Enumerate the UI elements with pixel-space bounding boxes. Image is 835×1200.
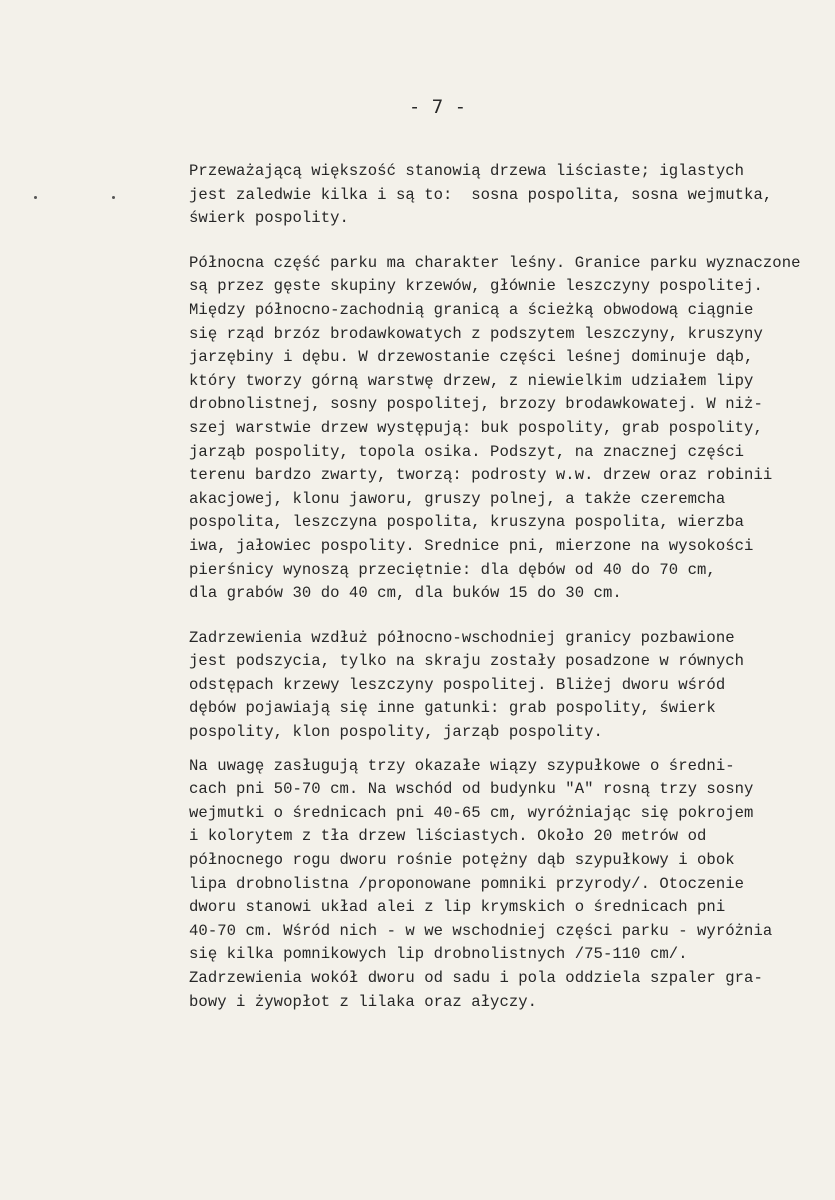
document-body — [189, 160, 835, 1035]
text-line: północnego rogu dworu rośnie potężny dąb szypułkowy i obok — [189, 851, 735, 870]
text-line: bowy i żywopłot z lilaka oraz ałyczy. — [189, 992, 538, 1011]
text-line: terenu bardzo zwarty, tworzą: podrosty w.w. drzew oraz robinii — [189, 466, 773, 485]
text-line: który tworzy górną warstwę drzew, z niewielkim udziałem lipy — [189, 371, 754, 390]
text-line: dębów pojawiają się inne gatunki: grab pospolity, świerk — [189, 699, 716, 718]
text-line: jarząb pospolity, topola osika. Podszyt, na znacznej części — [189, 442, 745, 461]
text-line: Przeważającą większość stanowią drzewa liściaste; iglastych — [189, 162, 745, 180]
text-line: szej warstwie drzew występują: buk pospolity, grab pospolity, — [189, 418, 763, 437]
text-line: 40-70 cm. Wśród nich - w we wschodniej części parku - wyróżnia — [189, 921, 773, 940]
text-line: są przez gęste skupiny krzewów, głównie leszczyny pospolitej. — [189, 277, 763, 296]
text-line: się kilka pomnikowych lip drobnolistnych /75-110 cm/. — [189, 945, 688, 964]
text-line: jest zaledwie kilka i są to: sosna pospolita, sosna wejmutka, — [189, 185, 773, 204]
text-line: świerk pospolity. — [189, 209, 349, 228]
paragraph-3 — [189, 627, 835, 745]
margin-speck — [34, 196, 37, 199]
text-line: dworu stanowi układ alei z lip krymskich o średnicach pni — [189, 898, 726, 917]
text-line: Północna część parku ma charakter leśny. Granice parku wyznaczone — [189, 253, 801, 272]
text-line: jest podszycia, tylko na skraju zostały posadzone w równych — [189, 652, 745, 671]
page-number: - 7 - — [408, 96, 467, 118]
text-line: drobnolistnej, sosny pospolitej, brzozy brodawkowatej. W niż- — [189, 395, 763, 414]
text-line: się rząd brzóz brodawkowatych z podszytem leszczyny, kruszyny — [189, 324, 763, 343]
text-line: Zadrzewienia wokół dworu od sadu i pola oddziela szpaler gra- — [189, 969, 763, 987]
text-line: Na uwagę zasługują trzy okazałe wiązy szypułkowe o średni- — [189, 756, 735, 775]
text-line: dla grabów 30 do 40 cm, dla buków 15 do 30 cm. — [189, 584, 622, 603]
paragraph-2 — [189, 252, 835, 606]
text-line: iwa, jałowiec pospolity. Srednice pni, mierzone na wysokości — [189, 536, 754, 555]
text-line: odstępach krzewy leszczyny pospolitej. Bliżej dworu wśród — [189, 675, 726, 694]
text-line: i kolorytem z tła drzew liściastych. Około 20 metrów od — [189, 827, 707, 846]
text-line: jarzębiny i dębu. W drzewostanie części leśnej dominuje dąb, — [189, 348, 754, 367]
text-line: wejmutki o średnicach pni 40-65 cm, wyróżniając się pokrojem — [189, 803, 754, 822]
paragraph-1 — [189, 160, 835, 231]
text-line: cach pni 50-70 cm. Na wschód od budynku "A" rosną trzy sosny — [189, 780, 754, 799]
text-line: lipa drobnolistna /proponowane pomniki przyrody/. Otoczenie — [189, 874, 745, 893]
paragraph-4 — [189, 755, 835, 1015]
text-line: Zadrzewienia wzdłuż północno-wschodniej granicy pozbawione — [189, 628, 735, 647]
text-line: Między północno-zachodnią granicą a ścieżką obwodową ciągnie — [189, 300, 754, 319]
text-line: pierśnicy wynoszą przeciętnie: dla dębów od 40 do 70 cm, — [189, 560, 716, 579]
text-line: pospolity, klon pospolity, jarząb pospolity. — [189, 723, 603, 742]
text-line: pospolita, leszczyna pospolita, kruszyna pospolita, wierzba — [189, 513, 745, 532]
text-line: akacjowej, klonu jaworu, gruszy polnej, a także czeremcha — [189, 489, 726, 508]
margin-speck — [112, 196, 115, 199]
